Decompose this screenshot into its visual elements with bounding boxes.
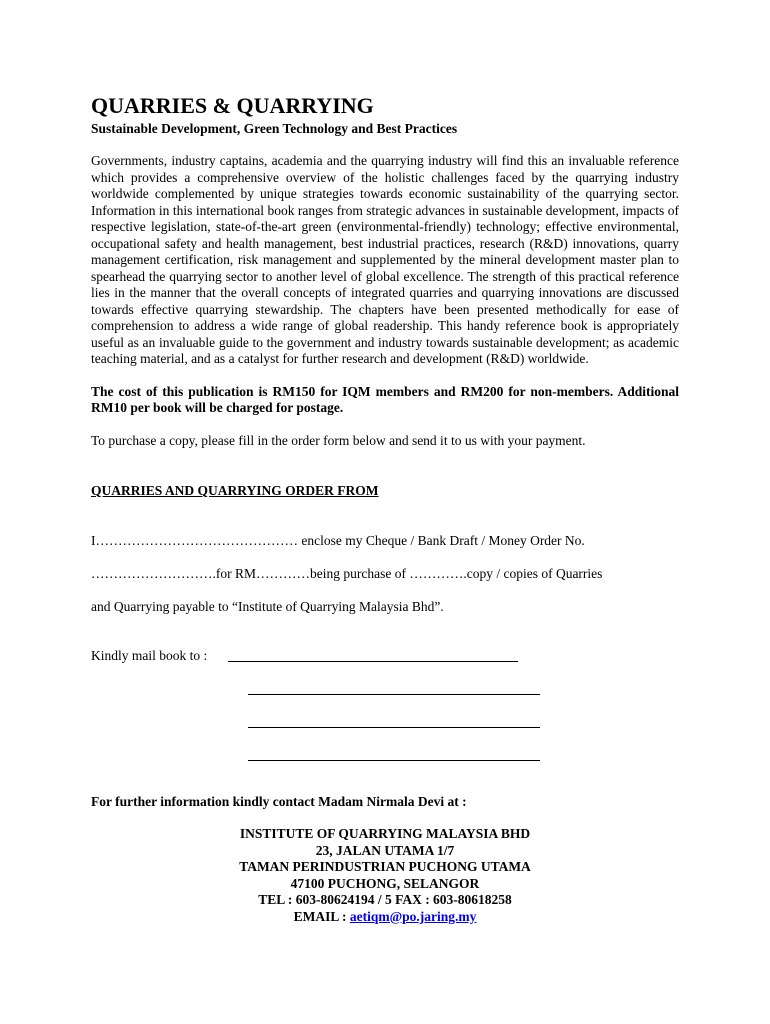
address-line-1: 23, JALAN UTAMA 1/7 (315, 842, 455, 858)
email-label: EMAIL : (293, 908, 350, 924)
purchase-instruction: To purchase a copy, please fill in the order form below and send it to us with your payment. (91, 432, 586, 448)
address-line-3: 47100 PUCHONG, SELANGOR (290, 875, 480, 891)
mail-address-line-2[interactable] (248, 694, 540, 695)
mail-label: Kindly mail book to : (91, 648, 208, 663)
cost-note: The cost of this publication is RM150 for IQM members and RM200 for non-members. Additional RM10 per book will be charged for postage. (91, 383, 679, 415)
document-title: QUARRIES & QUARRYING (91, 93, 374, 118)
email-row (91, 909, 679, 926)
document-subtitle: Sustainable Development, Green Technology and Best Practices (91, 121, 458, 136)
contact-intro: For further information kindly contact Madam Nirmala Devi at : (91, 794, 467, 809)
description-paragraph: Governments, industry captains, academia and the quarrying industry will find this an invaluable reference which provides a comprehensive overview of the holistic challenges faced by the quarrying industry worldwide complemented by unique strategies towards economic sustainability of the quarrying sector. Information in this international book ranges from strategic advances in sustainable development, impacts of respective legislation, state-of-the-art green (environmental-friendly) technology; effective environmental, occupational safety and health management, best industrial practices, research (R&D) innovations, quarry management certification, risk management and supplemented by the mineral development master plan to spearhead the quarrying sector to another level of global excellence. The strength of this practical reference lies in the manner that the overall concepts of integrated quarries and quarrying innovations are discussed towards effective quarrying stewardship. The chapters have been presented methodically for ease of comprehension to address a wide range of global readership. This handy reference book is appropriately useful as an invaluable guide to the government and industry towards sustainable development; as academic teaching material, and as a catalyst for further research and development (R&D) worldwide. (91, 153, 679, 366)
mail-address-line-4[interactable] (248, 760, 540, 761)
mail-address-line-1[interactable] (228, 661, 518, 662)
order-form-line-1: I……………………………………… enclose my Cheque / Bank Draft / Money Order No. (91, 533, 585, 548)
tel-fax: TEL : 603-80624194 / 5 FAX : 603-80618258 (258, 892, 512, 907)
order-form-line-2: ……………………….for RM…………being purchase of ………….copy / copies of Quarries (91, 566, 603, 581)
order-form-line-3: and Quarrying payable to “Institute of Quarrying Malaysia Bhd”. (91, 599, 444, 614)
address-line-2: TAMAN PERINDUSTRIAN PUCHONG UTAMA (239, 859, 531, 874)
order-form-heading: QUARRIES AND QUARRYING ORDER FROM (91, 483, 379, 498)
email-link[interactable]: aetiqm@po.jaring.my (349, 908, 477, 924)
mail-address-line-3[interactable] (248, 727, 540, 728)
contact-address-block (91, 826, 679, 925)
organization-name: INSTITUTE OF QUARRYING MALAYSIA BHD (239, 826, 531, 841)
document-body (91, 92, 679, 449)
